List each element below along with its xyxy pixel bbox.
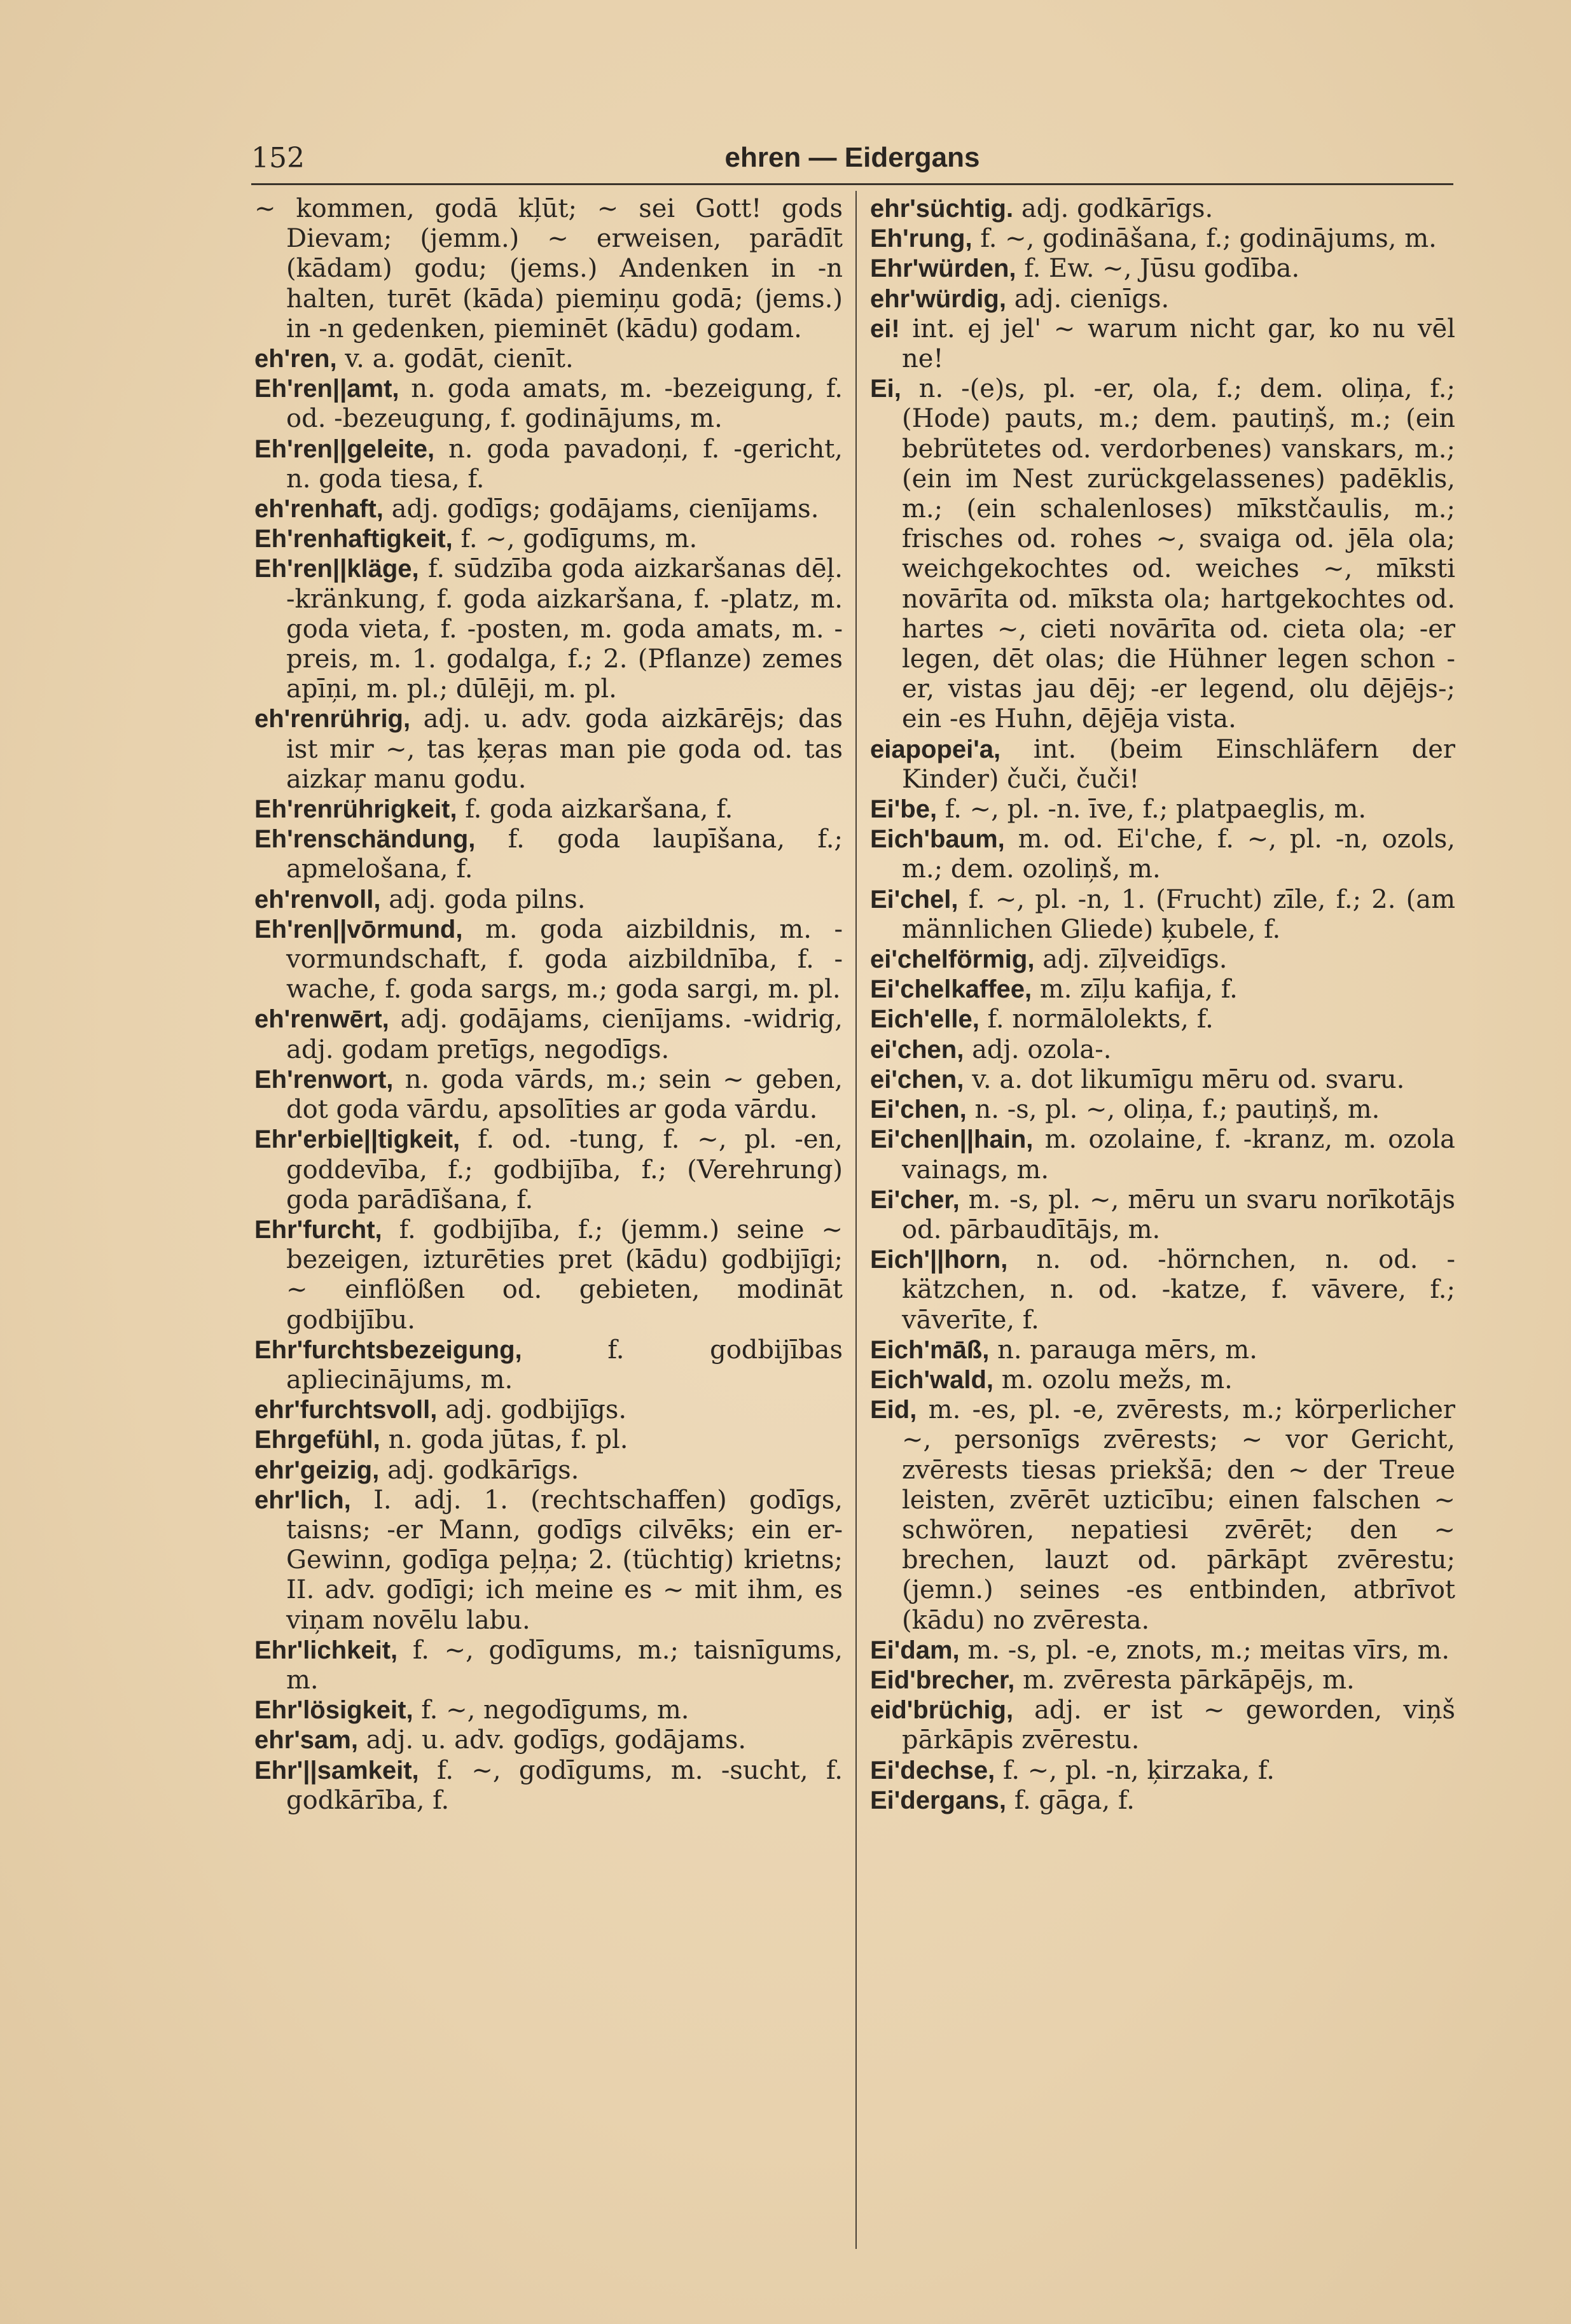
entry-headword: Eich'||horn, [870,1246,1008,1274]
entry-definition: adj. goda pilns. [389,884,586,914]
entry-definition: int. (beim Einschläfern der Kinder) čuči, čuči! [902,734,1455,794]
entry-headword: Ehr'lösigkeit, [254,1696,413,1725]
dictionary-entry [870,1666,1455,1695]
entry-headword: eh'renwērt, [254,1005,389,1034]
entry-headword: Ehr'erbie||tigkeit, [254,1125,460,1154]
left-column [254,194,843,1816]
entry-definition: f. ~, pl. -n, 1. (Frucht) zīle, f.; 2. (am männlichen Gliede) ķubele, f. [902,884,1455,944]
entry-headword: Ei'chelkaffee, [870,975,1032,1004]
entry-headword: Eh'ren||geleite, [254,435,435,463]
dictionary-entry [254,524,843,554]
entry-definition: f. ~, pl. -n, ķirzaka, f. [1003,1755,1275,1785]
dictionary-entry [870,254,1455,284]
entry-headword: Ei'dechse, [870,1756,995,1785]
entry-definition: f. sūdzība goda aizkaršanas dēļ. -kränkung, f. goda aizkaršana, f. -platz, m. goda vieta, f. -posten, m. goda amats, m. -preis, m. 1. godalga, f.; 2. (Pflanze) zemes apīņi, m. pl.; dūlēji, m. pl. [286,554,843,704]
entry-definition: f. goda laupīšana, f.; apmelošana, f. [286,825,843,884]
entry-definition: adj. u. adv. godīgs, godājams. [366,1725,747,1755]
entry-headword: Eid, [870,1396,917,1424]
entry-definition: f. godbijība, f.; (jemm.) seine ~ bezeigen, izturēties pret (kādu) godbijīgi; ~ einflößen od. gebieten, modināt godbijību. [286,1214,843,1335]
entry-headword: ehr'geizig, [254,1456,380,1484]
entry-headword: ei'chen, [870,1065,964,1094]
dictionary-entry [870,1365,1455,1395]
dictionary-entry [254,1215,843,1335]
dictionary-entry [254,194,843,344]
entry-headword: Ei'dergans, [870,1786,1007,1814]
dictionary-entry [254,1486,843,1636]
entry-headword: Ehr'furchtsbezeigung, [254,1335,522,1364]
dictionary-entry [254,435,843,494]
entry-definition: f. ~, godīgums, m. -sucht, f. godkārība, f. [286,1755,843,1815]
dictionary-entry [870,1035,1455,1065]
entry-headword: Ei'chen, [870,1096,967,1124]
dictionary-entry [254,1725,843,1755]
entry-headword: ei'chen, [870,1035,964,1064]
entry-definition: m. zvēresta pārkāpējs, m. [1023,1665,1355,1695]
entry-headword: ei'chelförmig, [870,945,1035,974]
dictionary-entry [870,1395,1455,1636]
entry-headword: eh'renhaft, [254,495,384,524]
entry-definition: adj. godājams, cienījams. -widrig, adj. godam pretīgs, negodīgs. [286,1005,843,1064]
page-number: 152 [251,142,305,174]
dictionary-entry [870,1636,1455,1666]
page-header [251,137,1453,181]
entry-headword: ehr'würdig, [870,284,1006,313]
entry-headword: Eich'māß, [870,1335,990,1364]
entry-definition: f. ~, pl. -n. īve, f.; platpaeglis, m. [945,795,1367,825]
entry-definition: adj. cienīgs. [1014,284,1170,314]
dictionary-entry [254,1335,843,1395]
entry-headword: ehr'süchtig. [870,195,1014,223]
dictionary-entry [254,1395,843,1425]
entry-headword: eh'renrührig, [254,705,411,734]
dictionary-entry [870,1065,1455,1095]
dictionary-entry [870,945,1455,975]
entry-headword: Ehr'||samkeit, [254,1756,419,1785]
dictionary-entry [254,374,843,434]
entry-headword: Eich'baum, [870,825,1005,854]
entry-headword: Eh'ren||amt, [254,375,399,403]
dictionary-entry [254,1065,843,1125]
entry-headword: Eh'rung, [870,225,972,253]
entry-definition: n. -s, pl. ~, oliņa, f.; pautiņš, m. [974,1095,1380,1125]
entry-definition: adj. godbijīgs. [445,1395,627,1425]
entry-definition: f. normālolekts, f. [987,1005,1214,1034]
entry-headword: ei! [870,314,900,343]
dictionary-entry [254,1756,843,1816]
dictionary-entry [254,885,843,915]
entry-definition: f. godbijības apliecinājums, m. [286,1335,843,1395]
entry-definition: m. -s, pl. -e, znots, m.; meitas vīrs, m. [967,1635,1450,1665]
entry-definition: f. Ew. ~, Jūsu godība. [1024,254,1300,284]
entry-definition: adj. godkārīgs. [387,1455,579,1485]
entry-headword: Ehr'lichkeit, [254,1636,398,1664]
dictionary-entry [254,825,843,884]
entry-headword: Ehrgefühl, [254,1426,380,1454]
entry-definition: v. a. godāt, cienīt. [345,344,574,374]
entry-headword: eiapopei'a, [870,735,1001,763]
dictionary-entry [254,795,843,825]
entry-headword: ehr'sam, [254,1726,358,1755]
dictionary-entry [870,1185,1455,1245]
entry-definition: ~ kommen, godā kļūt; ~ sei Gott! gods Dievam; (jemm.) ~ erweisen, parādīt (kādam) godu; (jems.) Andenken in -n halten, turēt (kāda) piemiņu godā; (jems.) in -n gedenken, pieminēt (kādu) godam. [254,194,843,344]
dictionary-entry [870,1695,1455,1755]
dictionary-entry [254,1456,843,1486]
dictionary-entry [254,1005,843,1064]
entry-definition: adj. u. adv. goda aizkārējs; das ist mir ~, tas ķeŗas man pie goda od. tas aizkaŗ manu godu. [286,704,843,794]
entry-headword: Eh'ren||kläge, [254,555,419,583]
entry-headword: Eh'renhaftigkeit, [254,525,453,553]
entry-definition: adj. er ist ~ geworden, viņš pārkāpis zvērestu. [902,1695,1456,1755]
entry-definition: n. goda vārds, m.; sein ~ geben, dot goda vārdu, apsolīties ar goda vārdu. [286,1064,843,1125]
entry-definition: n. parauga mērs, m. [997,1335,1257,1365]
dictionary-entry [870,885,1455,945]
entry-definition: f. gāga, f. [1014,1785,1135,1815]
dictionary-entry [870,1786,1455,1816]
running-head: ehren — Eidergans [724,142,980,173]
dictionary-entry [870,314,1455,374]
entry-headword: Ei'be, [870,795,938,824]
dictionary-entry [254,704,843,795]
entry-headword: ehr'lich, [254,1486,351,1514]
dictionary-entry [870,284,1455,314]
dictionary-entry [254,1695,843,1725]
dictionary-entry [870,825,1455,884]
dictionary-entry [254,1125,843,1215]
entry-definition: f. ~, godināšana, f.; godinājums, m. [980,224,1437,254]
dictionary-entry [870,224,1455,254]
entry-headword: Eh'renwort, [254,1065,394,1094]
entry-definition: m. ozolu mežs, m. [1001,1365,1233,1395]
header-rule [251,183,1453,185]
dictionary-entry [254,915,843,1005]
entry-headword: ehr'furchtsvoll, [254,1396,438,1424]
entry-definition: adj. godīgs; godājams, cienījams. [391,494,819,524]
entry-headword: eh'renvoll, [254,885,381,914]
dictionary-entry [870,374,1455,734]
entry-definition: I. adj. 1. (rechtschaffen) godīgs, taisns; -er Mann, godīgs cilvēks; ein er- Gewinn, godīga peļņa; 2. (tüchtig) krietns; II. adv. godīgi; ich meine es ~ mit ihm, es viņam novēlu labu. [286,1485,843,1635]
entry-definition: n. od. -hörnchen, n. od. -kätzchen, n. od. -katze, f. vāvere, f.; vāverīte, f. [902,1245,1455,1335]
dictionary-entry [870,1335,1455,1365]
dictionary-entry [254,494,843,524]
entry-definition: m. zīļu kafija, f. [1039,975,1238,1005]
dictionary-entry [254,344,843,374]
entry-definition: n. -(e)s, pl. -er, ola, f.; dem. oliņa, f.; (Hode) pauts, m.; dem. pautiņš, m.; (ein bebrütetes od. verdorbenes) vanskars, m.; (ein im Nest zurückgelassenes) padēklis, m.; (ein schalenloses) mīkstčaulis, m.; frisches od. rohes ~, svaiga od. jēla ola; weichgekochtes od. weiches ~, mīksti novārīta od. mīksta ola; hartgekochtes od. hartes ~, cieti novārīta od. cieta ola; -er legen, dēt olas; die Hühner legen schon -er, vistas jau dēj; -er legend, olu dējējs-; ein -es Huhn, dējēja vista. [902,374,1455,734]
dictionary-entry [870,975,1455,1005]
entry-definition: adj. godkārīgs. [1021,194,1214,223]
entry-definition: m. ozolaine, f. -kranz, m. ozola vainags, m. [902,1125,1455,1185]
entry-definition: int. ej jel' ~ warum nicht gar, ko nu vēl ne! [902,314,1455,374]
dictionary-entry [254,1425,843,1455]
entry-headword: Eh'renschändung, [254,825,476,854]
dictionary-entry [254,554,843,704]
entry-headword: Eh'ren||vōrmund, [254,915,463,943]
entry-definition: v. a. dot likumīgu mēru od. svaru. [972,1064,1405,1094]
right-column [870,194,1455,1816]
dictionary-entry [870,1756,1455,1786]
entry-headword: Ei'cher, [870,1185,960,1214]
column-divider [855,191,857,2249]
entry-definition: f. od. -tung, f. ~, pl. -en, goddevība, f.; godbijība, f.; (Verehrung) goda parādīšana, f. [286,1125,843,1214]
entry-definition: m. goda aizbildnis, m. -vormundschaft, f. goda aizbildnība, f. -wache, f. goda sargs, m.; goda sargi, m. pl. [286,914,843,1005]
entry-definition: f. ~, godīgums, m. [460,524,698,554]
entry-definition: m. -s, pl. ~, mēru un svaru norīkotājs od. pārbaudītājs, m. [902,1185,1455,1244]
dictionary-entry [870,795,1455,825]
entry-definition: m. od. Ei'che, f. ~, pl. -n, ozols, m.; dem. ozoliņš, m. [902,825,1456,884]
dictionary-entry [870,194,1455,224]
dictionary-entry [870,1245,1455,1335]
entry-definition: n. goda amats, m. -bezeigung, f. od. -bezeugung, f. godinājums, m. [286,374,843,434]
dictionary-entry [870,1095,1455,1125]
entry-definition: adj. zīļveidīgs. [1042,945,1228,975]
entry-definition: adj. ozola-. [972,1034,1112,1064]
dictionary-entry [254,1636,843,1695]
entry-headword: Ehr'würden, [870,254,1016,283]
entry-headword: Eich'elle, [870,1005,979,1034]
dictionary-entry [870,1125,1455,1185]
entry-headword: Ei'chen||hain, [870,1125,1034,1154]
entry-definition: n. goda pavadoņi, f. -gericht, n. goda tiesa, f. [286,434,843,494]
entry-definition: f. ~, godīgums, m.; taisnīgums, m. [286,1635,843,1695]
dictionary-entry [870,1005,1455,1034]
entry-definition: f. goda aizkaršana, f. [465,795,733,825]
entry-headword: Ei, [870,375,901,403]
entry-headword: Ehr'furcht, [254,1215,382,1244]
entry-headword: Eh'renrührigkeit, [254,795,457,824]
dictionary-entry [870,735,1455,795]
entry-headword: Ei'dam, [870,1636,960,1664]
entry-headword: eid'brüchig, [870,1696,1014,1725]
entry-headword: Ei'chel, [870,885,959,914]
entry-definition: f. ~, negodīgums, m. [421,1695,689,1725]
entry-headword: Eid'brecher, [870,1666,1015,1694]
entry-headword: eh'ren, [254,345,337,373]
entry-definition: m. -es, pl. -e, zvērests, m.; körperlicher ~, personīgs zvērests; ~ vor Gericht, zvērests tiesas priekšā; den ~ der Treue leisten, zvērēt uzticību; einen falschen ~ schwören, nepatiesi zvērēt; den ~ brechen, lauzt od. pārkāpt zvērestu; (jemn.) seines -es entbinden, atbrīvot (kādu) no zvēresta. [902,1395,1455,1635]
entry-headword: Eich'wald, [870,1365,994,1394]
entry-definition: n. goda jūtas, f. pl. [388,1425,628,1455]
